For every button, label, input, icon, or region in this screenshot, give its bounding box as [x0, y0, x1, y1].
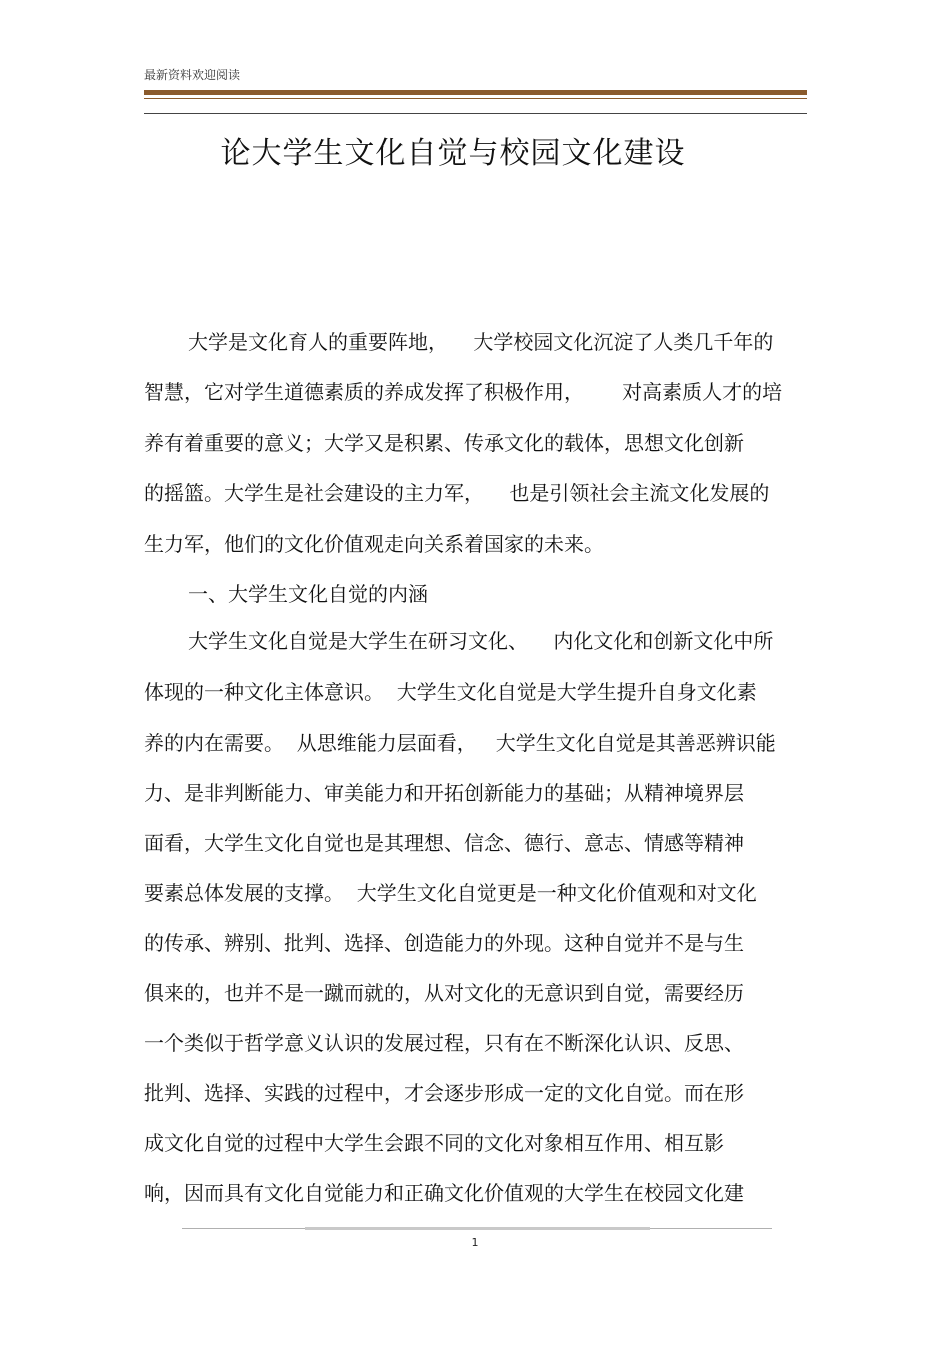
body-line: 生力军，他们的文化价值观走向关系着国家的未来。 — [144, 532, 604, 556]
body-line: 大学是文化育人的重要阵地， 大学校园文化沉淀了人类几千年的 — [188, 330, 774, 354]
header-rule-thick — [144, 90, 807, 95]
body-line: 的摇篮。大学生是社会建设的主力军， 也是引领社会主流文化发展的 — [144, 481, 770, 505]
body-line: 要素总体发展的支撑。 大学生文化自觉更是一种文化价值观和对文化 — [144, 881, 757, 905]
body-line: 批判、选择、实践的过程中，才会逐步形成一定的文化自觉。而在形 — [144, 1081, 744, 1105]
body-line: 面看，大学生文化自觉也是其理想、信念、德行、意志、情感等精神 — [144, 831, 744, 855]
body-line: 响，因而具有文化自觉能力和正确文化价值观的大学生在校园文化建 — [144, 1181, 744, 1205]
body-line: 俱来的，也并不是一蹴而就的，从对文化的无意识到自觉，需要经历 — [144, 981, 744, 1005]
footer-rule-center — [305, 1227, 650, 1230]
body-line: 一个类似于哲学意义认识的发展过程，只有在不断深化认识、反思、 — [144, 1031, 744, 1055]
header-rule-thin — [144, 98, 807, 99]
header-label: 最新资料欢迎阅读 — [144, 68, 241, 82]
body-line: 养有着重要的意义；大学又是积累、传承文化的载体，思想文化创新 — [144, 431, 744, 455]
body-line: 力、是非判断能力、审美能力和开拓创新能力的基础；从精神境界层 — [144, 781, 744, 805]
header-rule-under — [144, 113, 807, 114]
body-line: 养的内在需要。 从思维能力层面看， 大学生文化自觉是其善恶辨识能 — [144, 731, 776, 755]
body-line: 智慧，它对学生道德素质的养成发挥了积极作用， 对高素质人才的培 — [144, 380, 783, 404]
body-line: 大学生文化自觉是大学生在研习文化、 内化文化和创新文化中所 — [188, 629, 774, 653]
body-line: 体现的一种文化主体意识。 大学生文化自觉是大学生提升自身文化素 — [144, 680, 757, 704]
section-heading: 一、大学生文化自觉的内涵 — [188, 582, 428, 606]
document-title: 论大学生文化自觉与校园文化建设 — [220, 136, 686, 171]
page-number: 1 — [471, 1236, 479, 1249]
body-line: 的传承、辨别、批判、选择、创造能力的外现。这种自觉并不是与生 — [144, 931, 744, 955]
body-line: 成文化自觉的过程中大学生会跟不同的文化对象相互作用、相互影 — [144, 1131, 724, 1155]
